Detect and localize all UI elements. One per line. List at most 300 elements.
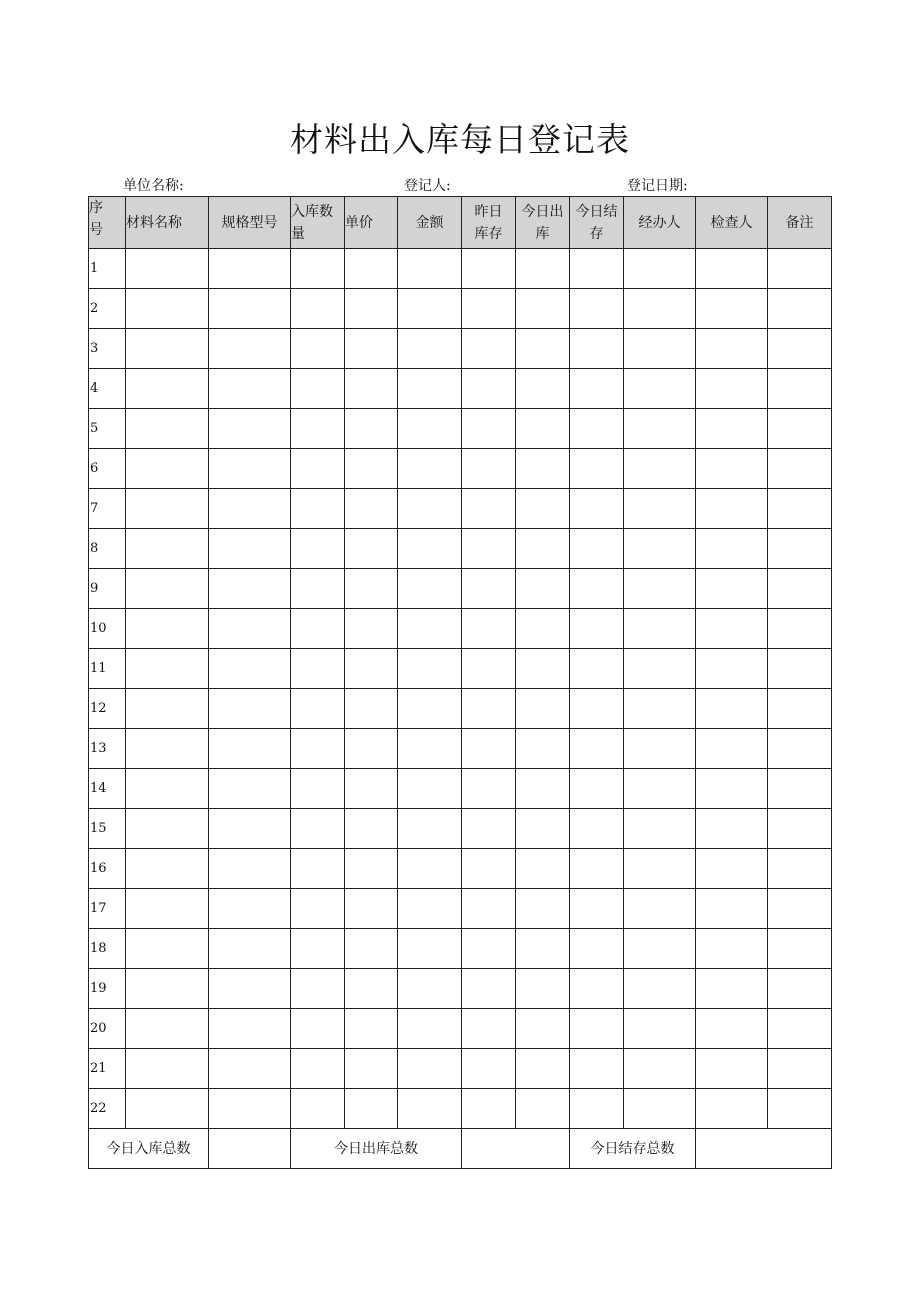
cell-inbound-qty[interactable] (291, 289, 345, 329)
cell-unit-price[interactable] (345, 929, 398, 969)
cell-handler[interactable] (624, 769, 696, 809)
cell-amount[interactable] (398, 409, 462, 449)
cell-unit-price[interactable] (345, 1049, 398, 1089)
cell-today-balance[interactable] (570, 809, 624, 849)
cell-today-outbound[interactable] (516, 1009, 570, 1049)
cell-yesterday-stock[interactable] (462, 1049, 516, 1089)
cell-remarks[interactable] (768, 489, 832, 529)
cell-yesterday-stock[interactable] (462, 969, 516, 1009)
cell-inbound-qty[interactable] (291, 649, 345, 689)
cell-inbound-qty[interactable] (291, 329, 345, 369)
cell-today-outbound[interactable] (516, 729, 570, 769)
cell-today-balance[interactable] (570, 369, 624, 409)
cell-material-name[interactable] (126, 569, 209, 609)
col-header-today-balance: 今日结 存 (570, 197, 624, 249)
cell-remarks[interactable] (768, 1089, 832, 1129)
cell-inbound-qty[interactable] (291, 369, 345, 409)
cell-spec-model[interactable] (209, 369, 291, 409)
cell-inspector[interactable] (696, 689, 768, 729)
cell-material-name[interactable] (126, 809, 209, 849)
table-row (89, 489, 832, 529)
registrant-label: 登记人: (404, 178, 451, 194)
table-row (89, 529, 832, 569)
cell-inbound-qty[interactable] (291, 569, 345, 609)
col-header-material-name: 材料名称 (126, 197, 209, 249)
table-row (89, 929, 832, 969)
cell-inspector[interactable] (696, 729, 768, 769)
cell-yesterday-stock[interactable] (462, 1089, 516, 1129)
cell-inspector[interactable] (696, 769, 768, 809)
cell-handler[interactable] (624, 1089, 696, 1129)
cell-unit-price[interactable] (345, 609, 398, 649)
cell-today-balance[interactable] (570, 569, 624, 609)
cell-spec-model[interactable] (209, 609, 291, 649)
cell-spec-model[interactable] (209, 409, 291, 449)
row-number: 16 (89, 849, 126, 889)
cell-unit-price[interactable] (345, 809, 398, 849)
cell-today-balance[interactable] (570, 1089, 624, 1129)
cell-amount[interactable] (398, 849, 462, 889)
cell-unit-price[interactable] (345, 649, 398, 689)
totals-row (89, 1129, 832, 1169)
cell-inspector[interactable] (696, 329, 768, 369)
cell-today-balance[interactable] (570, 1049, 624, 1089)
col-header-remarks: 备注 (768, 197, 832, 249)
cell-remarks[interactable] (768, 849, 832, 889)
col-header-yesterday-stock: 昨日 库存 (462, 197, 516, 249)
cell-amount[interactable] (398, 1089, 462, 1129)
cell-inspector[interactable] (696, 809, 768, 849)
register-date-label: 登记日期: (627, 178, 688, 194)
row-number: 13 (89, 729, 126, 769)
cell-spec-model[interactable] (209, 1049, 291, 1089)
cell-remarks[interactable] (768, 609, 832, 649)
cell-today-outbound[interactable] (516, 769, 570, 809)
cell-material-name[interactable] (126, 449, 209, 489)
row-number: 17 (89, 889, 126, 929)
cell-inspector[interactable] (696, 249, 768, 289)
cell-unit-price[interactable] (345, 769, 398, 809)
cell-unit-price[interactable] (345, 409, 398, 449)
cell-handler[interactable] (624, 1009, 696, 1049)
table-row (89, 369, 832, 409)
cell-amount[interactable] (398, 1009, 462, 1049)
cell-handler[interactable] (624, 649, 696, 689)
table-row (89, 889, 832, 929)
cell-yesterday-stock[interactable] (462, 609, 516, 649)
cell-remarks[interactable] (768, 889, 832, 929)
cell-unit-price[interactable] (345, 889, 398, 929)
cell-amount[interactable] (398, 329, 462, 369)
cell-inspector[interactable] (696, 529, 768, 569)
cell-inbound-qty[interactable] (291, 609, 345, 649)
cell-remarks[interactable] (768, 929, 832, 969)
cell-material-name[interactable] (126, 329, 209, 369)
col-header-handler: 经办人 (624, 197, 696, 249)
cell-spec-model[interactable] (209, 449, 291, 489)
cell-today-outbound[interactable] (516, 649, 570, 689)
cell-yesterday-stock[interactable] (462, 809, 516, 849)
cell-amount[interactable] (398, 529, 462, 569)
cell-handler[interactable] (624, 289, 696, 329)
cell-material-name[interactable] (126, 529, 209, 569)
cell-inbound-qty[interactable] (291, 809, 345, 849)
cell-unit-price[interactable] (345, 329, 398, 369)
cell-remarks[interactable] (768, 329, 832, 369)
cell-inspector[interactable] (696, 1089, 768, 1129)
cell-inbound-qty[interactable] (291, 1009, 345, 1049)
cell-amount[interactable] (398, 489, 462, 529)
cell-inbound-qty[interactable] (291, 889, 345, 929)
cell-material-name[interactable] (126, 729, 209, 769)
cell-yesterday-stock[interactable] (462, 729, 516, 769)
row-number: 15 (89, 809, 126, 849)
cell-yesterday-stock[interactable] (462, 489, 516, 529)
cell-today-balance[interactable] (570, 289, 624, 329)
row-number: 9 (89, 569, 126, 609)
table-row (89, 609, 832, 649)
cell-handler[interactable] (624, 369, 696, 409)
cell-remarks[interactable] (768, 969, 832, 1009)
total-outbound-label: 今日出库总数 (291, 1129, 462, 1169)
cell-material-name[interactable] (126, 1089, 209, 1129)
cell-inbound-qty[interactable] (291, 729, 345, 769)
col-header-unit-price: 单价 (345, 197, 398, 249)
cell-yesterday-stock[interactable] (462, 889, 516, 929)
cell-amount[interactable] (398, 969, 462, 1009)
cell-handler[interactable] (624, 249, 696, 289)
cell-today-outbound[interactable] (516, 929, 570, 969)
cell-unit-price[interactable] (345, 1009, 398, 1049)
cell-remarks[interactable] (768, 689, 832, 729)
cell-inbound-qty[interactable] (291, 969, 345, 1009)
cell-inspector[interactable] (696, 569, 768, 609)
cell-inspector[interactable] (696, 409, 768, 449)
cell-material-name[interactable] (126, 849, 209, 889)
table-row (89, 1049, 832, 1089)
cell-handler[interactable] (624, 809, 696, 849)
row-number: 20 (89, 1009, 126, 1049)
cell-handler[interactable] (624, 1049, 696, 1089)
table-row (89, 249, 832, 289)
cell-remarks[interactable] (768, 769, 832, 809)
cell-remarks[interactable] (768, 289, 832, 329)
cell-spec-model[interactable] (209, 569, 291, 609)
cell-spec-model[interactable] (209, 809, 291, 849)
cell-amount[interactable] (398, 889, 462, 929)
cell-today-outbound[interactable] (516, 1049, 570, 1089)
table-row (89, 1009, 832, 1049)
cell-today-outbound[interactable] (516, 289, 570, 329)
cell-handler[interactable] (624, 929, 696, 969)
cell-handler[interactable] (624, 969, 696, 1009)
row-number: 3 (89, 329, 126, 369)
cell-inbound-qty[interactable] (291, 529, 345, 569)
cell-yesterday-stock[interactable] (462, 449, 516, 489)
cell-spec-model[interactable] (209, 329, 291, 369)
cell-today-outbound[interactable] (516, 449, 570, 489)
cell-material-name[interactable] (126, 649, 209, 689)
cell-today-balance[interactable] (570, 1009, 624, 1049)
cell-spec-model[interactable] (209, 689, 291, 729)
row-number: 4 (89, 369, 126, 409)
cell-remarks[interactable] (768, 369, 832, 409)
cell-spec-model[interactable] (209, 969, 291, 1009)
cell-today-outbound[interactable] (516, 369, 570, 409)
cell-remarks[interactable] (768, 729, 832, 769)
cell-remarks[interactable] (768, 409, 832, 449)
total-outbound-value[interactable] (462, 1129, 570, 1169)
cell-today-outbound[interactable] (516, 969, 570, 1009)
cell-amount[interactable] (398, 809, 462, 849)
cell-material-name[interactable] (126, 769, 209, 809)
cell-inspector[interactable] (696, 849, 768, 889)
cell-today-outbound[interactable] (516, 249, 570, 289)
table-header-row (89, 197, 832, 249)
table-row (89, 729, 832, 769)
cell-today-balance[interactable] (570, 329, 624, 369)
cell-spec-model[interactable] (209, 489, 291, 529)
table-row (89, 569, 832, 609)
cell-today-balance[interactable] (570, 449, 624, 489)
cell-spec-model[interactable] (209, 769, 291, 809)
row-number: 2 (89, 289, 126, 329)
cell-material-name[interactable] (126, 489, 209, 529)
cell-today-outbound[interactable] (516, 889, 570, 929)
cell-amount[interactable] (398, 769, 462, 809)
cell-today-balance[interactable] (570, 929, 624, 969)
cell-spec-model[interactable] (209, 849, 291, 889)
cell-today-balance[interactable] (570, 489, 624, 529)
cell-handler[interactable] (624, 849, 696, 889)
cell-remarks[interactable] (768, 249, 832, 289)
row-number: 14 (89, 769, 126, 809)
cell-amount[interactable] (398, 729, 462, 769)
cell-material-name[interactable] (126, 889, 209, 929)
cell-today-balance[interactable] (570, 649, 624, 689)
total-balance-label: 今日结存总数 (570, 1129, 696, 1169)
cell-spec-model[interactable] (209, 529, 291, 569)
cell-material-name[interactable] (126, 369, 209, 409)
cell-amount[interactable] (398, 689, 462, 729)
cell-remarks[interactable] (768, 1009, 832, 1049)
cell-inbound-qty[interactable] (291, 489, 345, 529)
col-header-inspector: 检查人 (696, 197, 768, 249)
cell-handler[interactable] (624, 489, 696, 529)
table-row (89, 1089, 832, 1129)
cell-inbound-qty[interactable] (291, 689, 345, 729)
cell-material-name[interactable] (126, 289, 209, 329)
cell-handler[interactable] (624, 689, 696, 729)
cell-unit-price[interactable] (345, 569, 398, 609)
cell-today-outbound[interactable] (516, 809, 570, 849)
cell-today-balance[interactable] (570, 529, 624, 569)
cell-today-outbound[interactable] (516, 529, 570, 569)
cell-handler[interactable] (624, 329, 696, 369)
cell-yesterday-stock[interactable] (462, 289, 516, 329)
cell-amount[interactable] (398, 369, 462, 409)
cell-amount[interactable] (398, 569, 462, 609)
cell-today-outbound[interactable] (516, 489, 570, 529)
row-number: 5 (89, 409, 126, 449)
cell-yesterday-stock[interactable] (462, 249, 516, 289)
cell-amount[interactable] (398, 249, 462, 289)
cell-material-name[interactable] (126, 969, 209, 1009)
cell-yesterday-stock[interactable] (462, 769, 516, 809)
table-row (89, 289, 832, 329)
cell-material-name[interactable] (126, 1049, 209, 1089)
cell-yesterday-stock[interactable] (462, 329, 516, 369)
col-header-spec-model: 规格型号 (209, 197, 291, 249)
cell-inbound-qty[interactable] (291, 849, 345, 889)
total-inbound-value[interactable] (209, 1129, 291, 1169)
cell-handler[interactable] (624, 889, 696, 929)
table-row (89, 649, 832, 689)
cell-inspector[interactable] (696, 369, 768, 409)
col-header-amount: 金额 (398, 197, 462, 249)
cell-unit-price[interactable] (345, 969, 398, 1009)
cell-today-balance[interactable] (570, 849, 624, 889)
row-number: 10 (89, 609, 126, 649)
cell-inspector[interactable] (696, 449, 768, 489)
cell-today-outbound[interactable] (516, 849, 570, 889)
cell-today-balance[interactable] (570, 969, 624, 1009)
cell-spec-model[interactable] (209, 1009, 291, 1049)
cell-inbound-qty[interactable] (291, 769, 345, 809)
cell-amount[interactable] (398, 609, 462, 649)
cell-unit-price[interactable] (345, 849, 398, 889)
cell-amount[interactable] (398, 449, 462, 489)
cell-today-outbound[interactable] (516, 1089, 570, 1129)
cell-yesterday-stock[interactable] (462, 689, 516, 729)
cell-spec-model[interactable] (209, 889, 291, 929)
cell-material-name[interactable] (126, 409, 209, 449)
cell-spec-model[interactable] (209, 729, 291, 769)
cell-amount[interactable] (398, 649, 462, 689)
cell-material-name[interactable] (126, 609, 209, 649)
cell-yesterday-stock[interactable] (462, 409, 516, 449)
cell-handler[interactable] (624, 449, 696, 489)
col-header-inbound-qty: 入库数 量 (291, 197, 345, 249)
cell-today-balance[interactable] (570, 609, 624, 649)
cell-today-outbound[interactable] (516, 569, 570, 609)
cell-material-name[interactable] (126, 929, 209, 969)
cell-unit-price[interactable] (345, 1089, 398, 1129)
cell-today-outbound[interactable] (516, 329, 570, 369)
cell-spec-model[interactable] (209, 1089, 291, 1129)
cell-inbound-qty[interactable] (291, 249, 345, 289)
cell-spec-model[interactable] (209, 289, 291, 329)
cell-today-balance[interactable] (570, 889, 624, 929)
cell-unit-price[interactable] (345, 689, 398, 729)
cell-unit-price[interactable] (345, 289, 398, 329)
cell-remarks[interactable] (768, 449, 832, 489)
cell-inbound-qty[interactable] (291, 1089, 345, 1129)
cell-inspector[interactable] (696, 969, 768, 1009)
cell-unit-price[interactable] (345, 249, 398, 289)
cell-remarks[interactable] (768, 649, 832, 689)
cell-yesterday-stock[interactable] (462, 929, 516, 969)
cell-unit-price[interactable] (345, 489, 398, 529)
cell-inspector[interactable] (696, 1009, 768, 1049)
table-row (89, 769, 832, 809)
cell-today-balance[interactable] (570, 249, 624, 289)
cell-handler[interactable] (624, 609, 696, 649)
cell-spec-model[interactable] (209, 649, 291, 689)
row-number: 12 (89, 689, 126, 729)
row-number: 1 (89, 249, 126, 289)
cell-material-name[interactable] (126, 1009, 209, 1049)
cell-today-balance[interactable] (570, 769, 624, 809)
cell-inbound-qty[interactable] (291, 449, 345, 489)
cell-yesterday-stock[interactable] (462, 649, 516, 689)
cell-inspector[interactable] (696, 489, 768, 529)
cell-inspector[interactable] (696, 649, 768, 689)
cell-handler[interactable] (624, 729, 696, 769)
cell-inbound-qty[interactable] (291, 409, 345, 449)
cell-yesterday-stock[interactable] (462, 369, 516, 409)
cell-today-outbound[interactable] (516, 689, 570, 729)
row-number: 21 (89, 1049, 126, 1089)
cell-amount[interactable] (398, 289, 462, 329)
cell-yesterday-stock[interactable] (462, 849, 516, 889)
cell-handler[interactable] (624, 529, 696, 569)
cell-unit-price[interactable] (345, 449, 398, 489)
cell-inbound-qty[interactable] (291, 1049, 345, 1089)
cell-material-name[interactable] (126, 249, 209, 289)
cell-unit-price[interactable] (345, 529, 398, 569)
cell-handler[interactable] (624, 569, 696, 609)
cell-unit-price[interactable] (345, 729, 398, 769)
table-row (89, 849, 832, 889)
cell-remarks[interactable] (768, 569, 832, 609)
row-number: 19 (89, 969, 126, 1009)
cell-amount[interactable] (398, 1049, 462, 1089)
cell-remarks[interactable] (768, 1049, 832, 1089)
unit-name-label: 单位名称: (123, 178, 184, 194)
cell-inbound-qty[interactable] (291, 929, 345, 969)
cell-yesterday-stock[interactable] (462, 1009, 516, 1049)
cell-today-balance[interactable] (570, 689, 624, 729)
cell-yesterday-stock[interactable] (462, 569, 516, 609)
cell-today-outbound[interactable] (516, 409, 570, 449)
cell-inspector[interactable] (696, 289, 768, 329)
cell-yesterday-stock[interactable] (462, 529, 516, 569)
table-row (89, 809, 832, 849)
cell-inspector[interactable] (696, 609, 768, 649)
cell-remarks[interactable] (768, 809, 832, 849)
cell-unit-price[interactable] (345, 369, 398, 409)
cell-material-name[interactable] (126, 689, 209, 729)
col-header-today-outbound: 今日出 库 (516, 197, 570, 249)
row-number: 7 (89, 489, 126, 529)
row-number: 22 (89, 1089, 126, 1129)
cell-spec-model[interactable] (209, 249, 291, 289)
cell-inspector[interactable] (696, 1049, 768, 1089)
cell-today-balance[interactable] (570, 409, 624, 449)
cell-spec-model[interactable] (209, 929, 291, 969)
cell-remarks[interactable] (768, 529, 832, 569)
table-row (89, 969, 832, 1009)
cell-today-balance[interactable] (570, 729, 624, 769)
total-balance-value[interactable] (696, 1129, 832, 1169)
cell-inspector[interactable] (696, 929, 768, 969)
row-number: 6 (89, 449, 126, 489)
cell-inspector[interactable] (696, 889, 768, 929)
cell-amount[interactable] (398, 929, 462, 969)
cell-today-outbound[interactable] (516, 609, 570, 649)
cell-handler[interactable] (624, 409, 696, 449)
